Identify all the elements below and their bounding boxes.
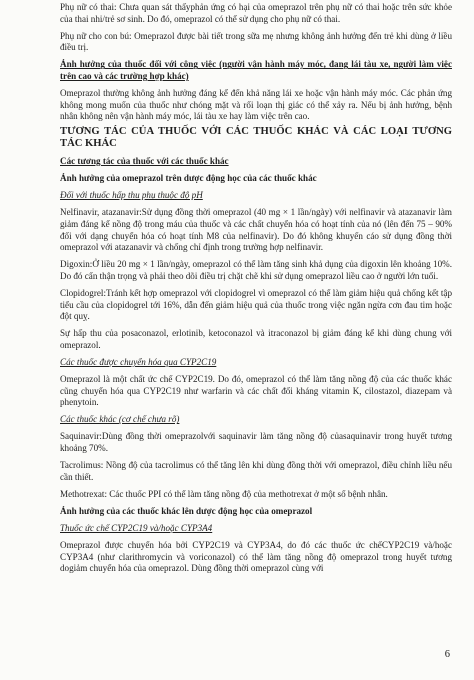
methotrexat-paragraph: Methotrexat: Các thuốc PPI có thể làm tăng nồng độ của methotrexat ở một số bệnh nhân. <box>60 488 388 499</box>
page-number: 6 <box>444 649 450 660</box>
breastfeeding-paragraph: Phụ nữ cho con bú: Omeprazol được bài tiết trong sữa mẹ nhưng không ảnh hưởng đến trẻ khi dùng ở liều điều trị. <box>60 30 452 53</box>
absorption-paragraph: Sự hấp thu của posaconazol, erlotinib, ketoconazol và itraconazol bị giảm đáng kể khi dùng chung với omeprazol. <box>60 328 452 350</box>
cyp2c19-heading: Các thuốc được chuyển hóa qua CYP2C19 <box>60 356 217 367</box>
nelfinavir-paragraph: Nelfinavir, atazanavir:Sử dụng đồng thời omeprazol (40 mg × 1 lần/ngày) với nelfinavir và atazanavir làm giảm đáng kể nồng độ trong máu của thuốc và các chất chuyển hóa có hoạt tính của nó (lên đến 75 – 90% đối với dạng chuyển hóa có hoạt tính M8 của nelfinavir). Do đó không khuyến cáo sử dụng đồng thời omeprazol với atazanavir và chống chỉ định trong trường hợp nelfinavir. <box>60 207 452 253</box>
driving-heading: Ảnh hưởng của thuốc đối với công việc (người vận hành máy móc, đang lái tàu xe, người làm việc trên cao và các trường hợp khác) <box>60 59 452 81</box>
cyp2c19-paragraph: Omeprazol là một chất ức chế CYP2C19. Do đó, omeprazol có thể làm tăng nồng độ của các thuốc khác cũng chuyển hóa qua CYP2C19 như warfarin và các chất đối kháng vitamin K, cilostazol, diazepam và phenytoin. <box>60 374 452 408</box>
ph-dependent-heading: Đối với thuốc hấp thu phụ thuộc độ pH <box>60 190 203 201</box>
tacrolimus-paragraph: Tacrolimus: Nồng độ của tacrolimus có thể tăng lên khi dùng đồng thời với omeprazol, điều chỉnh liều nếu cần thiết. <box>60 460 452 482</box>
digoxin-paragraph: Digoxin:Ở liều 20 mg × 1 lần/ngày, omeprazol có thể làm tăng sinh khả dụng của digoxin lên khoảng 10%. Do đó cẩn thận trọng và phải theo dõi điều trị chặt chẽ khi sử dụng omeprazol liều cao ở người lớn tuổi. <box>60 259 452 281</box>
text-column <box>60 2 452 575</box>
drug-interactions-subheading: Các tương tác của thuốc với các thuốc khác <box>60 156 229 167</box>
cyp-inhibitors-heading: Thuốc ức chế CYP2C19 và/hoặc CYP3A4 <box>60 523 213 533</box>
interactions-heading: TƯƠNG TÁC CỦA THUỐC VỚI CÁC THUỐC KHÁC VÀ CÁC LOẠI TƯƠNG TÁC KHÁC <box>60 125 452 150</box>
other-drugs-effect-heading: Ảnh hưởng của các thuốc khác lên dược động học của omeprazol <box>60 505 313 516</box>
pregnancy-paragraph: Phụ nữ có thai: Chưa quan sát thấyphản ứng có hại của omeprazol trên phụ nữ có thai hoặc trên sức khỏe của thai nhi/trẻ sơ sinh. Do đó, omeprazol có thể sử dụng cho phụ nữ có thai. <box>60 2 452 24</box>
cyp-inhibitors-paragraph: Omeprazol được chuyển hóa bởi CYP2C19 và CYP3A4, do đó các thuốc ức chếCYP2C19 và/hoặc CYP3A4 (như clarithromycin và voriconazol) có thể làm tăng nồng độ omeprazol trong huyết tương dogiảm chuyển hóa của omeprazol. Dùng đồng thời omeprazol cùng với <box>60 540 452 574</box>
omeprazol-effect-heading: Ảnh hưởng của omeprazol trên dược động học của các thuốc khác <box>60 173 317 184</box>
driving-paragraph: Omeprazol thường không ảnh hưởng đáng kể đến khả năng lái xe hoặc vận hành máy móc. Các phản ứng không mong muốn của thuốc như chóng mặt và rối loạn thị giác có thể xảy ra. Nếu bị ảnh hưởng, bệnh nhân không nên vận hành máy móc, lái tàu xe hay làm việc trên cao. <box>60 88 452 122</box>
saquinavir-paragraph: Saquinavir:Dùng đồng thời omeprazolvới saquinavir làm tăng nồng độ củasaquinavir trong huyết tương khoảng 70%. <box>60 431 452 454</box>
other-drugs-heading: Các thuốc khác (cơ chế chưa rõ) <box>60 414 180 425</box>
clopidogrel-paragraph: Clopidogrel:Tránh kết hợp omeprazol với clopidogrel vì omeprazol có thể làm giảm hiệu quả chống kết tập tiểu cầu của clopidogrel tới 16%, dẫn đến giảm hiệu quả của thuốc trong việc ngăn ngừa cơn đau tim hoặc đột quỵ. <box>60 288 452 322</box>
